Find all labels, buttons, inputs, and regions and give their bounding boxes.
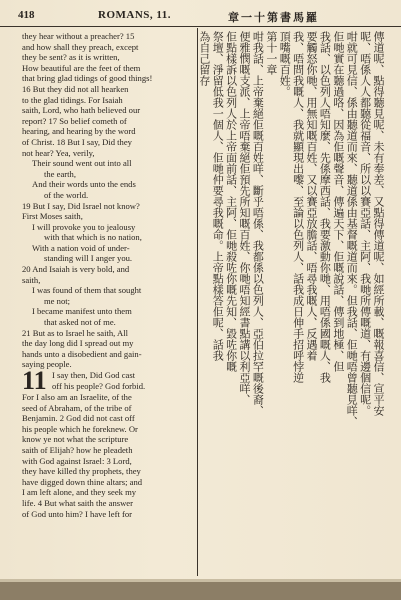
verse-line: Benjamin. 2 God did not cast off (22, 413, 135, 424)
verse-line: And their words unto the ends (32, 179, 136, 190)
page-header (0, 6, 401, 27)
chinese-text-column: 佢點樣訴以色列人於上帝面前話、主阿、佢哋殺咗你嘅先知、毀咗你嘅 (224, 31, 238, 372)
verse-line: that asked not of me. (44, 317, 116, 328)
chinese-text-column: 要觸怒你哋、用無知嘅百姓、又以賽亞放膽話、唔尋我嘅人、反遇着 (305, 31, 318, 361)
page-number: 418 (18, 9, 35, 21)
verse-line: I was found of them that sought (32, 285, 142, 296)
verse-line: I am left alone, and they seek my (22, 487, 137, 498)
verse-line: For I also am an Israelite, of the (22, 392, 132, 402)
page-bottom-band (0, 582, 401, 600)
verse-line: First Moses saith, (22, 211, 83, 222)
verse-line: Their sound went out into all (32, 158, 132, 169)
chinese-text-column: 我、唔問我嘅人、我就顯現出嚟、至論以色列人、話我成日伸手招呼悖逆 (291, 31, 305, 383)
chinese-text-column: 咁就可見信、係由聽道而來、聽道係由基督嘅道而來。但我話、佢哋唔曾聽見咩、 (345, 31, 359, 427)
chinese-text-column: 咁我話、上帝棄絕佢嘅百姓咩、斷乎唔係、我都係以色列人、亞伯拉罕嘅後裔、 (251, 31, 265, 416)
verse-line: with God against Israel: 3 Lord, (22, 455, 132, 466)
chinese-text-column: 佢哋實在聽過咯、因為佢嘅聲音、傳遍天下、佢嘅說話、傳到地極、但 (331, 31, 345, 372)
verse-line: that bring glad tidings of good things! (22, 73, 153, 84)
english-column (22, 31, 194, 519)
verse-line: of Christ. 18 But I say, Did they (22, 136, 132, 147)
verse-line: 16 But they did not all hearken (22, 83, 129, 94)
verse-line: With a nation void of under- (32, 242, 130, 253)
verse-line: I say then, Did God cast (52, 370, 136, 380)
book-title-chinese: 章一十第書馬羅 (228, 12, 319, 24)
book-title-english: ROMANS, 11. (98, 9, 172, 21)
verse-line: his people which he foreknew. Or (22, 423, 138, 434)
verse-line: the day long did I spread out my (22, 338, 134, 349)
verse-line: standing will I anger you. (44, 253, 133, 264)
verse-line: 21 But as to Israel he saith, All (22, 327, 128, 338)
verse-line: the earth, (44, 168, 76, 179)
chinese-text-column: 我話、以色列人唔知麼、先係摩西話、我要激動你哋、用唔係國嘅人、我 (318, 31, 332, 383)
verse-line: I became manifest unto them (32, 306, 132, 317)
chinese-text-column: 傳道呢、點得聽見呢、未有奉差、又點得傳道呢、如經所載、嘅報喜信、宣平安 (372, 31, 385, 416)
verse-line: seed of Abraham, of the tribe of (22, 402, 132, 413)
chinese-text-column: 呢、唔係人人都聽從福音、所以以賽亞話、主阿、我哋所傳嘅道、有邊個信呢。 (358, 31, 372, 416)
verse-line: I will provoke you to jealousy (32, 221, 136, 232)
verse-line: off his people? God forbid. (52, 380, 146, 391)
chapter-start (22, 366, 194, 395)
chinese-text-column: 頂嘴嘅百姓。 (278, 31, 292, 97)
verse-line: to the glad tidings. For Isaiah (22, 94, 123, 105)
verse-line: saith, (22, 274, 41, 285)
chinese-column (197, 31, 385, 571)
verse-line: they hear without a preacher? 15 (22, 31, 135, 41)
verse-line: How beautiful are the feet of them (22, 62, 141, 73)
chapter-number-dropcap: 11 (22, 366, 47, 395)
chinese-text-column: 祭壇、淨留低我一個人、佢哋仲要尋我嘅命。上帝點樣答佢呢、話我 (211, 31, 225, 361)
verse-line: 20 And Isaiah is very bold, and (22, 264, 130, 275)
verse-line: hearing, and hearing by the word (22, 126, 136, 137)
verse-line: me not; (44, 295, 71, 306)
verse-line: hands unto a disobedient and gain- (22, 348, 142, 359)
verse-line: saith of Elijah? how he pleadeth (22, 444, 133, 455)
verse-line: of the world. (44, 189, 89, 200)
verse-line: have digged down thine altars; and (22, 476, 143, 487)
verse-line: with that which is no nation, (44, 232, 142, 243)
verse-line: they have killed thy prophets, they (22, 466, 141, 477)
verse-line: saith, Lord, who hath believed our (22, 105, 141, 116)
verse-line: and how shall they preach, except (22, 41, 139, 52)
column-divider (197, 28, 198, 576)
verse-line: 19 But I say, Did Israel not know? (22, 200, 140, 211)
chapter-heading: 第十一章 (264, 31, 278, 75)
verse-line: life. 4 But what saith the answer (22, 497, 133, 508)
verse-line: not hear? Yea, verily, (22, 147, 95, 158)
chinese-text-column: 為自己留存 (197, 31, 211, 86)
verse-line: they be sent? as it is written, (22, 52, 120, 63)
chinese-text-column: 便雅憫嘅支派、上帝唔棄絕佢預先所知嘅百姓、你哋唔知經書點講以利亞咩、 (238, 31, 251, 405)
verse-line: know ye not what the scripture (22, 434, 129, 445)
verse-line: saying people. (22, 359, 72, 370)
verse-line: report? 17 So belief cometh of (22, 115, 127, 126)
verse-line: of God unto him? I have left for (22, 508, 133, 519)
